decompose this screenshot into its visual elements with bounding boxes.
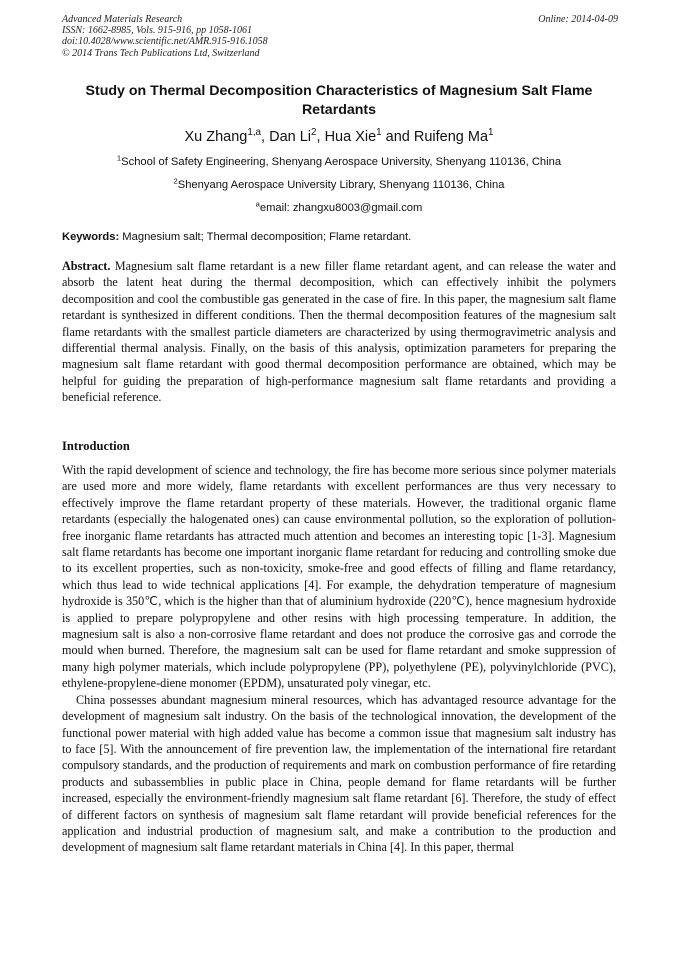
introduction-paragraph-1: With the rapid development of science and technology, the fire has become more serious since polymer materials are used more and more widely, flame retardants with excellent performances are thus very necessary to effectively improve the flame retardant property of these materials. However, the traditional organic flame retardants (especially the halogenated ones) can cause environmental pollution, so the exploration of pollution-free inorganic flame retardants has attracted much attention and becomes an interesting topic [1-3]. Magnesium salt flame retardants has become one important inorganic flame retardant for reducing and controlling smoke due to its excellent properties, such as non-toxicity, smoke-free and good effects of filling and flame retardancy, which thus lead to wide technical applications [4]. For example, the dehydration temperature of magnesium hydroxide is 350℃, which is the higher than that of aluminium hydroxide (220℃), hence magnesium hydroxide is applied to prepare polypropylene and other resins with high processing temperature. In addition, the magnesium salt is also a non-corrosive flame retardant and does not produce the corrosive gas and corrode the mould when burned. Therefore, the magnesium salt can be used for flame retardant and smoke suppression of many high polymer materials, which include polypropylene (PP), polyethylene (PE), polyvinylchloride (PVC), ethylene-propylene-diene monomer (EPDM), unsaturated poly vinegar, etc. <box>62 463 616 691</box>
journal-header <box>62 14 618 59</box>
affiliation-text: School of Safety Engineering, Shenyang Aerospace University, Shenyang 110136, China <box>121 156 562 168</box>
affiliation-sup: 2 <box>173 176 178 186</box>
author-sep: and <box>381 129 414 145</box>
affiliation-1 <box>62 155 616 169</box>
author-sup: 1,a <box>247 127 262 139</box>
abstract-text: Magnesium salt flame retardant is a new filler flame retardant agent, and can release the water and absorb the latent heat during the thermal decomposition, which can effectively inhibit the polymers decomposition and cool the combustible gas generated in the case of fire. In this paper, the magnesium salt flame retardant is synthesized in different conditions. Then the thermal decomposition features of the magnesium salt flame retardants with the smallest particle diameters are characterized by using thermogravimetric analysis and differential thermal analysis. Finally, on the basis of this analysis, optimization parameters for preparing the magnesium salt flame retardant with good thermal decomposition performance are obtained, which may be helpful for guiding the preparation of high-performance magnesium salt flame retardants and providing a beneficial reference. <box>62 259 616 405</box>
author-sep: , <box>261 129 270 145</box>
author-name: Xu Zhang <box>184 129 248 145</box>
copyright-line: © 2014 Trans Tech Publications Ltd, Switzerland <box>62 47 260 59</box>
author-sep: , <box>316 129 325 145</box>
author-sup: 1 <box>376 127 382 139</box>
keywords-text: Magnesium salt; Thermal decomposition; Flame retardant. <box>119 231 412 243</box>
keywords-line <box>62 230 618 244</box>
affiliation-2 <box>62 178 616 192</box>
author-name: Dan Li <box>269 129 312 145</box>
email-text: email: zhangxu8003@gmail.com <box>259 202 423 214</box>
doi-line: doi:10.4028/www.scientific.net/AMR.915-916.1058 <box>62 36 268 48</box>
author-list <box>62 128 616 146</box>
author-name: Ruifeng Ma <box>413 129 489 145</box>
introduction-paragraph-2: China possesses abundant magnesium mineral resources, which has advantaged resource advantage for the development of magnesium salt industry. On the basis of the technological innovation, the development of the functional power material with high added value has become a common issue that magnesium salt industry has to face [5]. With the announcement of fire prevention law, the implementation of the international fire retardant compulsory standards, and the production of requirements and mark on combustion performance of fire retarding products and subassemblies in public place in China, people demand for flame retardants will be further increased, especially the environment-friendly magnesium salt flame retardant [6]. Therefore, the study of effect of different factors on synthesis of magnesium salt flame retardant will provide beneficial references for the application and industrial production of magnesium salt, and make a contribution to the production and development of magnesium salt flame retardant materials in China [4]. In this paper, thermal <box>62 692 616 855</box>
issn-line: ISSN: 1662-8985, Vols. 915-916, pp 1058-1061 <box>62 25 252 37</box>
online-date: Online: 2014-04-09 <box>538 14 618 25</box>
affiliation-text: Shenyang Aerospace University Library, Shenyang 110136, China <box>177 179 505 191</box>
introduction-body <box>62 462 616 856</box>
abstract-paragraph <box>62 258 616 406</box>
author-name: Hua Xie <box>324 129 377 145</box>
journal-name: Advanced Materials Research <box>62 14 183 25</box>
email-sup: a <box>255 199 260 209</box>
abstract-label: Abstract. <box>62 259 111 273</box>
affiliation-sup: 1 <box>116 153 122 163</box>
paper-title: Study on Thermal Decomposition Characteristics of Magnesium Salt Flame Retardants <box>85 83 593 118</box>
author-sup: 2 <box>311 127 317 139</box>
author-sup: 1 <box>488 127 494 139</box>
introduction-heading: Introduction <box>62 439 130 453</box>
keywords-label: Keywords: <box>62 231 120 243</box>
author-email <box>62 201 616 215</box>
